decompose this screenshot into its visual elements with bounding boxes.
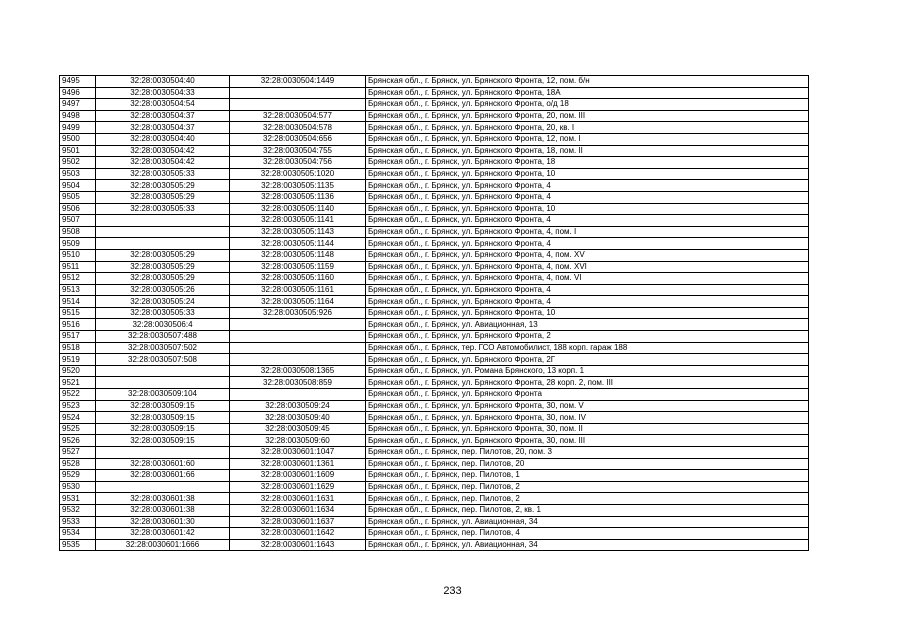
address-cell: Брянская обл., г. Брянск, ул. Брянского Фронта, 20, кв. I <box>366 122 809 134</box>
row-number-cell: 9496 <box>60 87 96 99</box>
address-cell: Брянская обл., г. Брянск, ул. Романа Брянского, 13 корп. 1 <box>366 365 809 377</box>
row-number-cell: 9517 <box>60 331 96 343</box>
table-row <box>60 423 809 435</box>
address-cell: Брянская обл., г. Брянск, ул. Брянского Фронта, 18А <box>366 87 809 99</box>
parcel-number-cell: 32:28:0030504:42 <box>96 145 230 157</box>
row-number-cell: 9528 <box>60 458 96 470</box>
table-row <box>60 493 809 505</box>
table-row <box>60 470 809 482</box>
address-cell: Брянская обл., г. Брянск, ул. Брянского Фронта, 4 <box>366 215 809 227</box>
object-number-cell: 32:28:0030505:1020 <box>230 168 366 180</box>
object-number-cell: 32:28:0030505:1135 <box>230 180 366 192</box>
row-number-cell: 9499 <box>60 122 96 134</box>
row-number-cell: 9495 <box>60 76 96 88</box>
table-row <box>60 238 809 250</box>
parcel-number-cell: 32:28:0030509:15 <box>96 400 230 412</box>
table-row <box>60 226 809 238</box>
address-cell: Брянская обл., г. Брянск, ул. Брянского Фронта, 4 <box>366 238 809 250</box>
parcel-number-cell: 32:28:0030505:33 <box>96 168 230 180</box>
row-number-cell: 9520 <box>60 365 96 377</box>
object-number-cell: 32:28:0030505:1164 <box>230 296 366 308</box>
object-number-cell <box>230 342 366 354</box>
object-number-cell: 32:28:0030509:60 <box>230 435 366 447</box>
address-cell: Брянская обл., г. Брянск, пер. Пилотов, 20 <box>366 458 809 470</box>
register-table <box>59 75 809 551</box>
object-number-cell <box>230 389 366 401</box>
row-number-cell: 9530 <box>60 481 96 493</box>
row-number-cell: 9502 <box>60 157 96 169</box>
object-number-cell <box>230 99 366 111</box>
table-row <box>60 203 809 215</box>
table-row <box>60 365 809 377</box>
table-row <box>60 447 809 459</box>
row-number-cell: 9525 <box>60 423 96 435</box>
row-number-cell: 9527 <box>60 447 96 459</box>
object-number-cell: 32:28:0030505:1159 <box>230 261 366 273</box>
parcel-number-cell <box>96 481 230 493</box>
table-row <box>60 191 809 203</box>
table-row <box>60 261 809 273</box>
parcel-number-cell: 32:28:0030505:29 <box>96 261 230 273</box>
table-row <box>60 389 809 401</box>
object-number-cell: 32:28:0030504:1449 <box>230 76 366 88</box>
parcel-number-cell: 32:28:0030505:29 <box>96 249 230 261</box>
row-number-cell: 9531 <box>60 493 96 505</box>
parcel-number-cell <box>96 238 230 250</box>
address-cell: Брянская обл., г. Брянск, пер. Пилотов, 20, пом. 3 <box>366 447 809 459</box>
parcel-number-cell: 32:28:0030509:15 <box>96 423 230 435</box>
address-cell: Брянская обл., г. Брянск, ул. Брянского Фронта, 30, пом. II <box>366 423 809 435</box>
address-cell: Брянская обл., г. Брянск, ул. Брянского Фронта, 12, пом. I <box>366 133 809 145</box>
object-number-cell: 32:28:0030601:1634 <box>230 504 366 516</box>
parcel-number-cell: 32:28:0030509:15 <box>96 412 230 424</box>
table-row <box>60 273 809 285</box>
parcel-number-cell: 32:28:0030507:502 <box>96 342 230 354</box>
row-number-cell: 9512 <box>60 273 96 285</box>
parcel-number-cell <box>96 377 230 389</box>
address-cell: Брянская обл., г. Брянск, ул. Брянского Фронта, о/д 18 <box>366 99 809 111</box>
table-row <box>60 516 809 528</box>
object-number-cell <box>230 87 366 99</box>
address-cell: Брянская обл., г. Брянск, пер. Пилотов, 2, кв. 1 <box>366 504 809 516</box>
object-number-cell: 32:28:0030601:1637 <box>230 516 366 528</box>
address-cell: Брянская обл., г. Брянск, ул. Брянского Фронта, 4, пом. I <box>366 226 809 238</box>
table-row <box>60 99 809 111</box>
parcel-number-cell: 32:28:0030505:29 <box>96 191 230 203</box>
object-number-cell: 32:28:0030508:859 <box>230 377 366 389</box>
parcel-number-cell: 32:28:0030505:26 <box>96 284 230 296</box>
row-number-cell: 9533 <box>60 516 96 528</box>
address-cell: Брянская обл., г. Брянск, ул. Брянского Фронта, 4 <box>366 191 809 203</box>
row-number-cell: 9509 <box>60 238 96 250</box>
table-row <box>60 412 809 424</box>
address-cell: Брянская обл., г. Брянск, ул. Брянского Фронта, 20, пом. III <box>366 110 809 122</box>
table-row <box>60 122 809 134</box>
parcel-number-cell <box>96 365 230 377</box>
address-cell: Брянская обл., г. Брянск, ул. Брянского Фронта, 2Г <box>366 354 809 366</box>
object-number-cell: 32:28:0030504:656 <box>230 133 366 145</box>
address-cell: Брянская обл., г. Брянск, ул. Брянского Фронта, 10 <box>366 168 809 180</box>
row-number-cell: 9515 <box>60 307 96 319</box>
row-number-cell: 9534 <box>60 528 96 540</box>
table-row <box>60 180 809 192</box>
parcel-number-cell <box>96 226 230 238</box>
object-number-cell: 32:28:0030601:1629 <box>230 481 366 493</box>
row-number-cell: 9529 <box>60 470 96 482</box>
table-row <box>60 342 809 354</box>
parcel-number-cell: 32:28:0030504:42 <box>96 157 230 169</box>
row-number-cell: 9532 <box>60 504 96 516</box>
object-number-cell: 32:28:0030505:1136 <box>230 191 366 203</box>
object-number-cell: 32:28:0030509:45 <box>230 423 366 435</box>
address-cell: Брянская обл., г. Брянск, ул. Брянского Фронта, 4 <box>366 296 809 308</box>
table-row <box>60 215 809 227</box>
object-number-cell: 32:28:0030505:926 <box>230 307 366 319</box>
object-number-cell: 32:28:0030601:1047 <box>230 447 366 459</box>
table-row <box>60 331 809 343</box>
address-cell: Брянская обл., г. Брянск, ул. Брянского Фронта, 4, пом. XV <box>366 249 809 261</box>
parcel-number-cell: 32:28:0030601:38 <box>96 493 230 505</box>
table-row <box>60 377 809 389</box>
table-row <box>60 284 809 296</box>
address-cell: Брянская обл., г. Брянск, ул. Брянского Фронта, 28 корп. 2, пом. III <box>366 377 809 389</box>
address-cell: Брянская обл., г. Брянск, пер. Пилотов, 2 <box>366 493 809 505</box>
parcel-number-cell: 32:28:0030504:37 <box>96 110 230 122</box>
parcel-number-cell: 32:28:0030509:15 <box>96 435 230 447</box>
table-row <box>60 168 809 180</box>
address-cell: Брянская обл., г. Брянск, пер. Пилотов, 1 <box>366 470 809 482</box>
object-number-cell: 32:28:0030509:40 <box>230 412 366 424</box>
table-row <box>60 249 809 261</box>
address-cell: Брянская обл., г. Брянск, ул. Авиационная, 34 <box>366 516 809 528</box>
address-cell: Брянская обл., г. Брянск, ул. Брянского Фронта, 18 <box>366 157 809 169</box>
parcel-number-cell: 32:28:0030601:66 <box>96 470 230 482</box>
page-number: 233 <box>443 585 462 597</box>
object-number-cell <box>230 319 366 331</box>
address-cell: Брянская обл., г. Брянск, ул. Брянского Фронта, 12, пом. б/н <box>366 76 809 88</box>
object-number-cell: 32:28:0030505:1160 <box>230 273 366 285</box>
table-row <box>60 145 809 157</box>
parcel-number-cell <box>96 215 230 227</box>
row-number-cell: 9507 <box>60 215 96 227</box>
register-table-body <box>60 76 809 551</box>
row-number-cell: 9501 <box>60 145 96 157</box>
parcel-number-cell: 32:28:0030505:33 <box>96 203 230 215</box>
row-number-cell: 9505 <box>60 191 96 203</box>
object-number-cell: 32:28:0030504:755 <box>230 145 366 157</box>
parcel-number-cell: 32:28:0030505:29 <box>96 273 230 285</box>
object-number-cell: 32:28:0030505:1144 <box>230 238 366 250</box>
table-row <box>60 157 809 169</box>
parcel-number-cell: 32:28:0030507:488 <box>96 331 230 343</box>
row-number-cell: 9518 <box>60 342 96 354</box>
address-cell: Брянская обл., г. Брянск, ул. Брянского Фронта, 4 <box>366 284 809 296</box>
parcel-number-cell: 32:28:0030504:33 <box>96 87 230 99</box>
row-number-cell: 9510 <box>60 249 96 261</box>
table-row <box>60 458 809 470</box>
parcel-number-cell: 32:28:0030505:24 <box>96 296 230 308</box>
table-row <box>60 307 809 319</box>
object-number-cell: 32:28:0030504:578 <box>230 122 366 134</box>
object-number-cell: 32:28:0030504:756 <box>230 157 366 169</box>
row-number-cell: 9519 <box>60 354 96 366</box>
parcel-number-cell: 32:28:0030507:508 <box>96 354 230 366</box>
row-number-cell: 9526 <box>60 435 96 447</box>
object-number-cell: 32:28:0030504:577 <box>230 110 366 122</box>
parcel-number-cell: 32:28:0030506:4 <box>96 319 230 331</box>
address-cell: Брянская обл., г. Брянск, ул. Брянского Фронта, 4 <box>366 180 809 192</box>
row-number-cell: 9497 <box>60 99 96 111</box>
row-number-cell: 9506 <box>60 203 96 215</box>
object-number-cell: 32:28:0030601:1631 <box>230 493 366 505</box>
row-number-cell: 9500 <box>60 133 96 145</box>
row-number-cell: 9524 <box>60 412 96 424</box>
object-number-cell: 32:28:0030505:1141 <box>230 215 366 227</box>
object-number-cell: 32:28:0030508:1365 <box>230 365 366 377</box>
table-row <box>60 296 809 308</box>
object-number-cell: 32:28:0030509:24 <box>230 400 366 412</box>
object-number-cell: 32:28:0030601:1643 <box>230 539 366 551</box>
parcel-number-cell: 32:28:0030504:40 <box>96 76 230 88</box>
parcel-number-cell <box>96 447 230 459</box>
table-row <box>60 528 809 540</box>
address-cell: Брянская обл., г. Брянск, ул. Брянского Фронта, 30, пом. IV <box>366 412 809 424</box>
address-cell: Брянская обл., г. Брянск, ул. Авиационная, 13 <box>366 319 809 331</box>
address-cell: Брянская обл., г. Брянск, ул. Брянского Фронта, 4, пом. XVI <box>366 261 809 273</box>
object-number-cell: 32:28:0030505:1161 <box>230 284 366 296</box>
address-cell: Брянская обл., г. Брянск, ул. Брянского Фронта, 2 <box>366 331 809 343</box>
row-number-cell: 9503 <box>60 168 96 180</box>
row-number-cell: 9514 <box>60 296 96 308</box>
table-row <box>60 110 809 122</box>
table-row <box>60 539 809 551</box>
address-cell: Брянская обл., г. Брянск, ул. Брянского Фронта, 30, пом. V <box>366 400 809 412</box>
parcel-number-cell: 32:28:0030601:1666 <box>96 539 230 551</box>
row-number-cell: 9516 <box>60 319 96 331</box>
table-row <box>60 133 809 145</box>
object-number-cell <box>230 354 366 366</box>
row-number-cell: 9535 <box>60 539 96 551</box>
row-number-cell: 9504 <box>60 180 96 192</box>
address-cell: Брянская обл., г. Брянск, ул. Брянского Фронта, 10 <box>366 307 809 319</box>
table-row <box>60 400 809 412</box>
row-number-cell: 9521 <box>60 377 96 389</box>
parcel-number-cell: 32:28:0030504:54 <box>96 99 230 111</box>
row-number-cell: 9498 <box>60 110 96 122</box>
row-number-cell: 9513 <box>60 284 96 296</box>
object-number-cell: 32:28:0030505:1148 <box>230 249 366 261</box>
address-cell: Брянская обл., г. Брянск, ул. Брянского Фронта, 4, пом. VI <box>366 273 809 285</box>
parcel-number-cell: 32:28:0030504:40 <box>96 133 230 145</box>
table-row <box>60 481 809 493</box>
parcel-number-cell: 32:28:0030505:29 <box>96 180 230 192</box>
object-number-cell: 32:28:0030505:1143 <box>230 226 366 238</box>
parcel-number-cell: 32:28:0030505:33 <box>96 307 230 319</box>
table-row <box>60 87 809 99</box>
object-number-cell: 32:28:0030505:1140 <box>230 203 366 215</box>
table-row <box>60 435 809 447</box>
table-row <box>60 354 809 366</box>
address-cell: Брянская обл., г. Брянск, ул. Брянского Фронта, 18, пом. II <box>366 145 809 157</box>
row-number-cell: 9508 <box>60 226 96 238</box>
address-cell: Брянская обл., г. Брянск, ул. Авиационная, 34 <box>366 539 809 551</box>
row-number-cell: 9522 <box>60 389 96 401</box>
address-cell: Брянская обл., г. Брянск, ул. Брянского Фронта, 30, пом. III <box>366 435 809 447</box>
row-number-cell: 9511 <box>60 261 96 273</box>
row-number-cell: 9523 <box>60 400 96 412</box>
address-cell: Брянская обл., г. Брянск, ул. Брянского Фронта, 10 <box>366 203 809 215</box>
object-number-cell: 32:28:0030601:1361 <box>230 458 366 470</box>
parcel-number-cell: 32:28:0030509:104 <box>96 389 230 401</box>
table-row <box>60 504 809 516</box>
object-number-cell: 32:28:0030601:1609 <box>230 470 366 482</box>
address-cell: Брянская обл., г. Брянск, пер. Пилотов, 2 <box>366 481 809 493</box>
object-number-cell <box>230 331 366 343</box>
parcel-number-cell: 32:28:0030601:30 <box>96 516 230 528</box>
address-cell: Брянская обл., г. Брянск, ул. Брянского Фронта <box>366 389 809 401</box>
parcel-number-cell: 32:28:0030504:37 <box>96 122 230 134</box>
table-row <box>60 76 809 88</box>
object-number-cell: 32:28:0030601:1642 <box>230 528 366 540</box>
parcel-number-cell: 32:28:0030601:60 <box>96 458 230 470</box>
address-cell: Брянская обл., г. Брянск, пер. Пилотов, 4 <box>366 528 809 540</box>
table-row <box>60 319 809 331</box>
parcel-number-cell: 32:28:0030601:38 <box>96 504 230 516</box>
address-cell: Брянская обл., г. Брянск, тер. ГСО Автомобилист, 188 корп. гараж 188 <box>366 342 809 354</box>
parcel-number-cell: 32:28:0030601:42 <box>96 528 230 540</box>
